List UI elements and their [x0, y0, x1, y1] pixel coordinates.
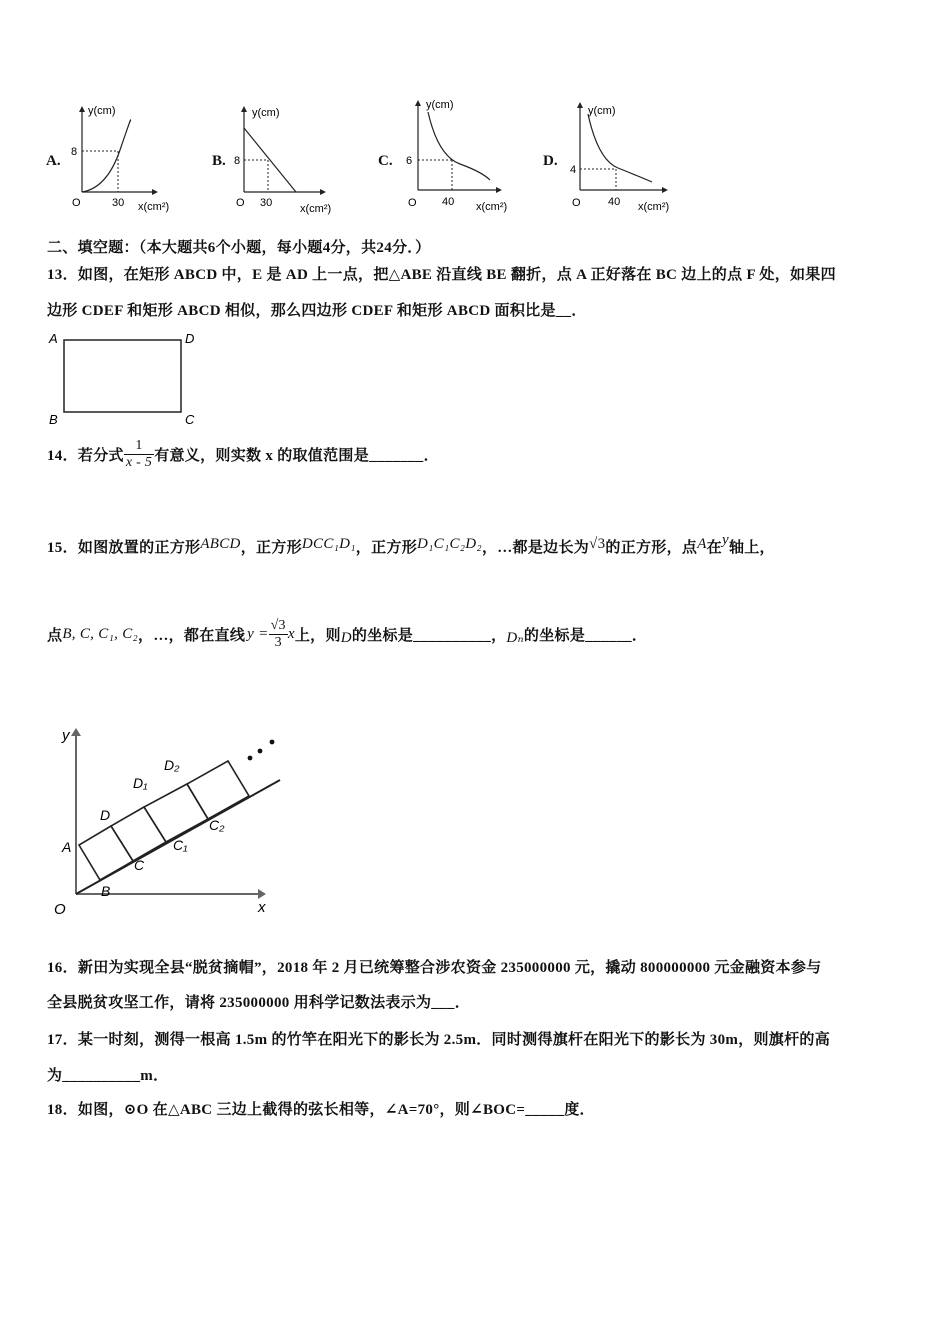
option-b-yval: 8: [234, 155, 241, 167]
option-a-graph: [62, 100, 182, 218]
q15-fig-c: C: [134, 857, 145, 873]
q15-text-11: 的坐标是__________，: [351, 628, 507, 644]
q13-rectangle-figure: [44, 328, 209, 428]
q13-label-b: B: [49, 412, 58, 427]
option-b-graph: [228, 100, 348, 218]
option-d-ylabel: y(cm): [588, 105, 616, 117]
q15-text-6: 在: [706, 540, 722, 556]
option-b-label: B.: [212, 153, 226, 169]
option-c-graph: [398, 94, 528, 218]
option-d-yval: 4: [570, 164, 577, 176]
q15-point-d: D: [340, 629, 352, 646]
q15-text-12: 的坐标是______．: [523, 628, 648, 644]
option-c-origin: O: [408, 197, 417, 209]
q13-line1: 13．如图，在矩形 ABCD 中，E 是 AD 上一点，把△ABE 沿直线 BE 翻折，点 A 正好落在 BC 边上的点 F 处，如果四: [47, 267, 836, 283]
q15-text-10: 上，则: [294, 628, 341, 644]
q15-line-lhs: y =: [247, 626, 269, 642]
q13-label-d: D: [185, 331, 195, 346]
q15-fig-b: B: [101, 883, 111, 899]
option-a-yval: 8: [71, 146, 78, 158]
q13-line2: 边形 CDEF 和矩形 ABCD 相似，那么四边形 CDEF 和矩形 ABCD 面积比是__．: [47, 303, 587, 319]
option-d-xlabel: x(cm²): [638, 201, 670, 213]
option-b-origin: O: [236, 197, 245, 209]
q17-line1: 17．某一时刻，测得一根高 1.5m 的竹竿在阳光下的影长为 2.5m．同时测得旗杆在阳光下的影长为 30m，则旗杆的高: [47, 1032, 830, 1048]
q13-label-a: A: [49, 331, 58, 346]
q15-points: B, C, C₁, C₂: [62, 626, 139, 642]
q15-side-length: √3: [589, 536, 606, 552]
q15-fig-d: D: [100, 807, 111, 823]
q17-line2: 为__________m．: [47, 1068, 169, 1084]
q15-text-1: 15．如图放置的正方形: [47, 540, 201, 556]
q15-fig-c2: C₂: [209, 817, 225, 833]
q15-square-2: DCC₁D₁: [301, 536, 356, 552]
q15-fig-a: A: [62, 839, 72, 855]
option-b-xval: 30: [260, 197, 273, 209]
q13-label-c: C: [185, 412, 195, 427]
q15-text-2: ，正方形: [240, 540, 302, 556]
q15-line-denominator: 3: [274, 635, 282, 650]
q14-prefix: 14．若分式: [47, 448, 124, 464]
option-d-graph: [562, 96, 692, 218]
option-d-origin: O: [572, 197, 581, 209]
q18-line1: 18．如图，⊙O 在△ABC 三边上截得的弦长相等，∠A=70°，则∠BOC=_____度．: [47, 1102, 595, 1118]
q15-fig-d2: D₂: [164, 757, 180, 773]
q14-fraction: [124, 438, 154, 471]
option-b-xlabel: x(cm²): [300, 203, 332, 215]
q14-denominator: x - 5: [125, 455, 153, 470]
option-d-label: D.: [543, 153, 558, 169]
option-c-xval: 40: [442, 196, 455, 208]
q15-fig-c1: C₁: [173, 837, 188, 853]
q15-line-fraction: [269, 618, 288, 651]
section-heading: 二、填空题：（本大题共6个小题，每小题4分，共24分．）: [47, 240, 431, 256]
option-c-label: C.: [378, 153, 393, 169]
q16-line2: 全县脱贫攻坚工作，请将 235000000 用科学记数法表示为___．: [47, 995, 471, 1011]
q15-fig-o: O: [54, 901, 66, 918]
q15-line1: [47, 532, 775, 557]
q15-point-dn: Dₙ: [506, 629, 524, 646]
q15-squares-figure: [44, 722, 284, 922]
q15-fig-d1: D₁: [133, 775, 148, 791]
q15-line2: [47, 618, 647, 651]
q15-text-7: 轴上，: [728, 540, 775, 556]
option-c-ylabel: y(cm): [426, 99, 454, 111]
option-d-xval: 40: [608, 196, 621, 208]
q15-text-5: 的正方形，点: [605, 540, 698, 556]
q15-text-3: ，正方形: [355, 540, 417, 556]
option-a-origin: O: [72, 197, 81, 209]
q15-line-numerator: √3: [270, 618, 286, 633]
q15-text-4: ，…都是边长为: [481, 540, 590, 556]
q15-text-9: ，…，都在直线: [138, 628, 246, 644]
option-c-yval: 6: [406, 155, 413, 167]
q15-square-3: D₁C₁C₂D₂: [417, 536, 482, 552]
q15-line-x: x: [287, 626, 295, 642]
option-b-ylabel: y(cm): [252, 107, 280, 119]
q15-text-8: 点: [47, 628, 63, 644]
q15-point-a: A: [697, 536, 707, 552]
q14: [47, 438, 439, 471]
q16-line1: 16．新田为实现全县“脱贫摘帽”，2018 年 2 月已统筹整合涉农资金 235000000 元，撬动 800000000 元金融资本参与: [47, 960, 822, 976]
option-a-label: A.: [46, 153, 61, 169]
q15-fig-x: x: [258, 899, 266, 916]
option-a-xval: 30: [112, 197, 125, 209]
option-a-xlabel: x(cm²): [138, 201, 170, 213]
option-c-xlabel: x(cm²): [476, 201, 508, 213]
q15-square-1: ABCD: [200, 536, 241, 552]
option-a-ylabel: y(cm): [88, 105, 116, 117]
q14-suffix: 有意义，则实数 x 的取值范围是_______．: [154, 448, 439, 464]
q14-numerator: 1: [124, 438, 154, 455]
q15-fig-y: y: [62, 727, 70, 744]
q15-axis-y: y: [721, 532, 729, 548]
